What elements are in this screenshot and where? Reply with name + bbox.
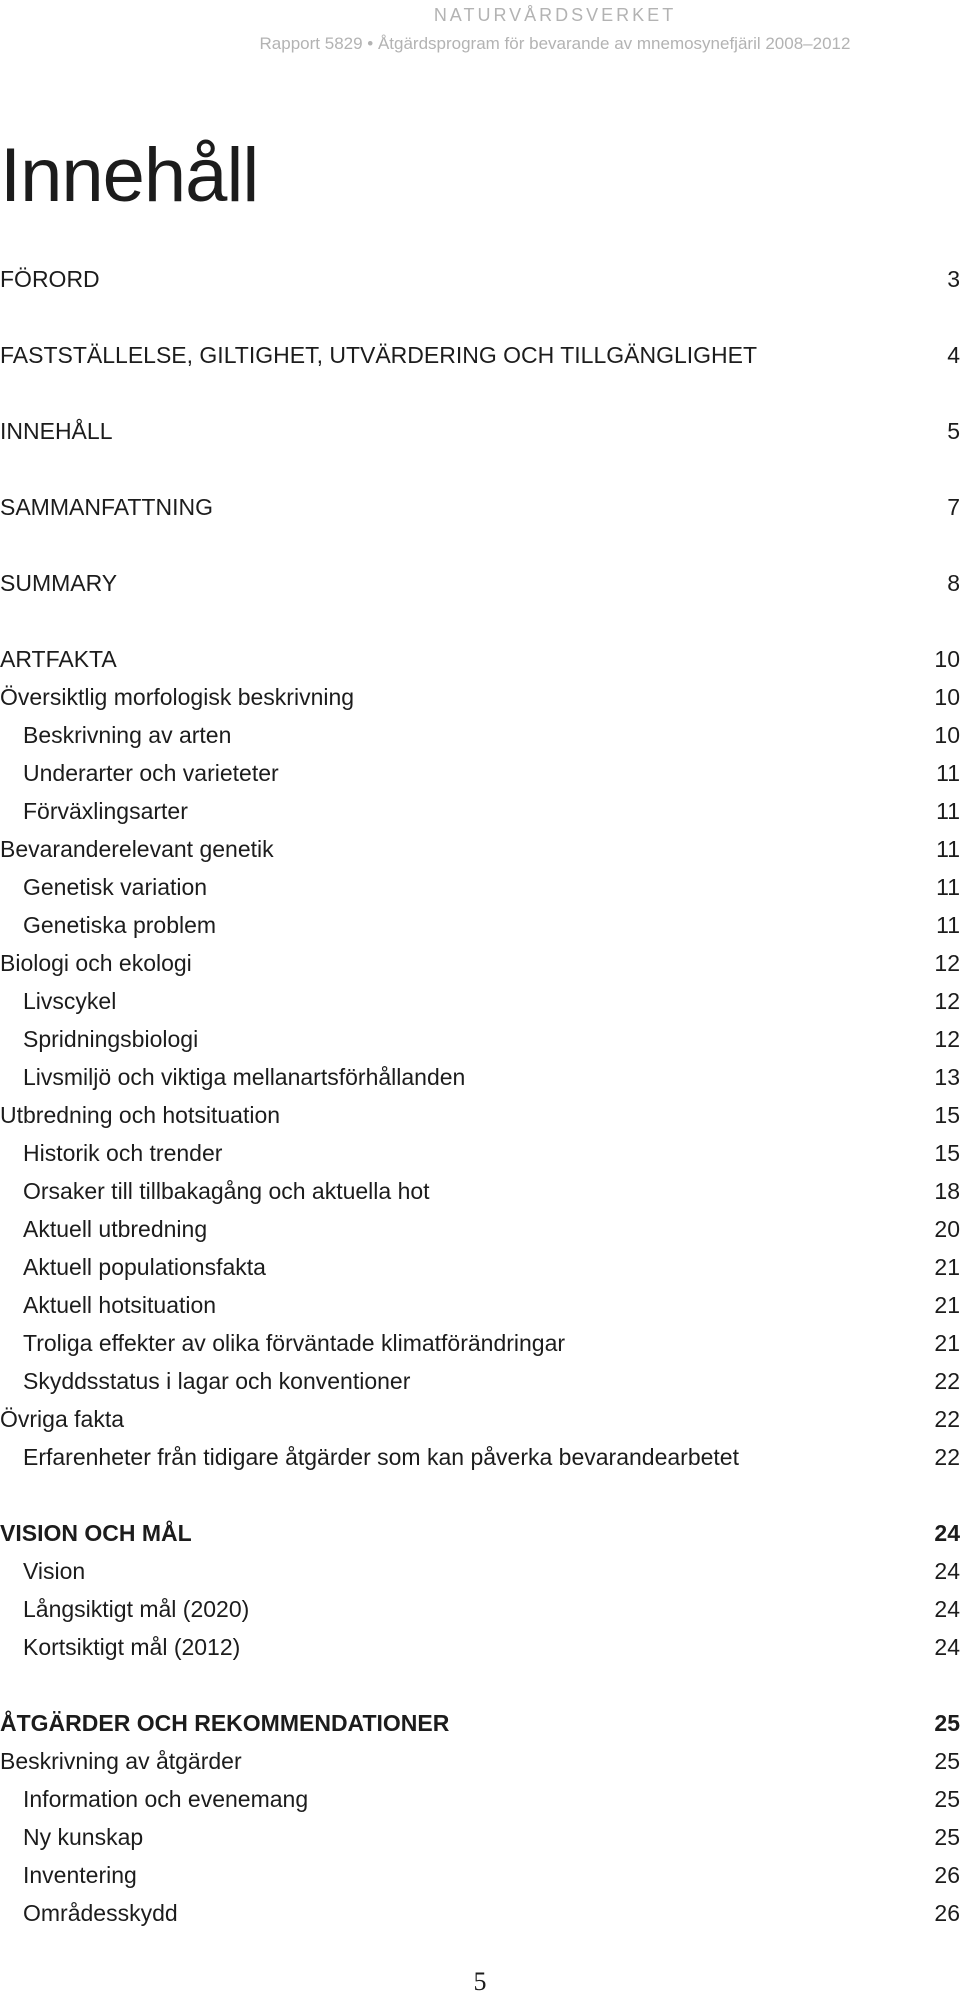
toc-entry-label: Aktuell hotsituation bbox=[23, 1292, 217, 1318]
toc-entry-label: FASTSTÄLLELSE, GILTIGHET, UTVÄRDERING OCH TILLGÄNGLIGHET bbox=[0, 342, 758, 368]
toc-entry-label: INNEHÅLL bbox=[0, 418, 113, 444]
toc-entry-page: 3 bbox=[947, 266, 960, 292]
toc-entry-label: Ny kunskap bbox=[23, 1824, 144, 1850]
toc-entry[interactable] bbox=[0, 1172, 960, 1210]
toc-entry[interactable] bbox=[0, 1818, 960, 1856]
toc-entry-label: FÖRORD bbox=[0, 266, 100, 292]
toc-entry-label: Översiktlig morfologisk beskrivning bbox=[0, 684, 355, 710]
toc-entry-label: Genetisk variation bbox=[23, 874, 208, 900]
toc-entry-label: Spridningsbiologi bbox=[23, 1026, 199, 1052]
toc-entry[interactable] bbox=[0, 336, 960, 374]
toc-entry-page: 11 bbox=[936, 874, 960, 900]
toc-entry[interactable] bbox=[0, 1780, 960, 1818]
toc-entry[interactable] bbox=[0, 1210, 960, 1248]
toc-entry-page: 11 bbox=[936, 760, 960, 786]
toc-entry-page: 12 bbox=[934, 988, 960, 1014]
toc-entry[interactable] bbox=[0, 1058, 960, 1096]
toc-entry[interactable] bbox=[0, 1894, 960, 1932]
toc-entry[interactable] bbox=[0, 754, 960, 792]
toc-entry-page: 21 bbox=[934, 1330, 960, 1356]
toc-entry-page: 24 bbox=[934, 1558, 960, 1584]
toc-entry[interactable] bbox=[0, 1400, 960, 1438]
toc-entry-page: 25 bbox=[934, 1824, 960, 1850]
toc-entry[interactable] bbox=[0, 260, 960, 298]
toc-entry[interactable] bbox=[0, 488, 960, 526]
toc-entry[interactable] bbox=[0, 1856, 960, 1894]
toc-entry[interactable] bbox=[0, 868, 960, 906]
toc-entry-label: Erfarenheter från tidigare åtgärder som kan påverka bevarandearbetet bbox=[23, 1444, 739, 1470]
toc-entry-page: 25 bbox=[934, 1786, 960, 1812]
page-title: Innehåll bbox=[0, 133, 259, 218]
toc-entry-label: Övriga fakta bbox=[0, 1406, 124, 1432]
toc-entry[interactable] bbox=[0, 944, 960, 982]
toc-entry-page: 21 bbox=[934, 1254, 960, 1280]
toc-entry-page: 13 bbox=[934, 1064, 960, 1090]
toc-entry-label: Livscykel bbox=[23, 988, 117, 1014]
toc-entry[interactable] bbox=[0, 792, 960, 830]
toc-entry-label: ÅTGÄRDER OCH REKOMMENDATIONER bbox=[0, 1710, 450, 1736]
toc-entry[interactable] bbox=[0, 1514, 960, 1552]
toc-entry-label: Förväxlingsarter bbox=[23, 798, 188, 824]
toc-entry[interactable] bbox=[0, 982, 960, 1020]
toc-entry[interactable] bbox=[0, 564, 960, 602]
toc-entry-page: 24 bbox=[934, 1520, 960, 1546]
toc-entry-page: 20 bbox=[934, 1216, 960, 1242]
toc-entry-page: 22 bbox=[934, 1406, 960, 1432]
toc-entry-page: 10 bbox=[934, 646, 960, 672]
toc-entry-label: SAMMANFATTNING bbox=[0, 494, 213, 520]
toc-entry[interactable] bbox=[0, 678, 960, 716]
toc-entry[interactable] bbox=[0, 1020, 960, 1058]
toc-entry[interactable] bbox=[0, 1438, 960, 1476]
toc-entry-page: 26 bbox=[934, 1862, 960, 1888]
page-number: 5 bbox=[473, 1967, 487, 1996]
toc-entry-label: Inventering bbox=[23, 1862, 137, 1888]
toc-entry-page: 8 bbox=[947, 570, 960, 596]
report-subtitle: Rapport 5829 • Åtgärdsprogram för bevarande av mnemosynefjäril 2008–2012 bbox=[259, 34, 851, 53]
toc-entry[interactable] bbox=[0, 906, 960, 944]
toc-entry-page: 25 bbox=[934, 1710, 960, 1736]
toc-entry[interactable] bbox=[0, 640, 960, 678]
toc-entry[interactable] bbox=[0, 1248, 960, 1286]
toc-entry-page: 18 bbox=[934, 1178, 960, 1204]
toc-entry[interactable] bbox=[0, 830, 960, 868]
toc-entry-page: 10 bbox=[934, 684, 960, 710]
toc-entry-label: Aktuell populationsfakta bbox=[23, 1254, 266, 1280]
toc-entry[interactable] bbox=[0, 412, 960, 450]
toc-entry-page: 11 bbox=[936, 836, 960, 862]
toc-entry-page: 7 bbox=[947, 494, 960, 520]
toc-entry-label: Livsmiljö och viktiga mellanartsförhållanden bbox=[23, 1064, 466, 1090]
toc-entry-label: Skyddsstatus i lagar och konventioner bbox=[23, 1368, 411, 1394]
toc-entry-label: ARTFAKTA bbox=[0, 646, 117, 672]
toc-entry-label: VISION OCH MÅL bbox=[0, 1520, 192, 1546]
table-of-contents bbox=[0, 260, 960, 1932]
toc-entry-label: Långsiktigt mål (2020) bbox=[23, 1596, 250, 1622]
toc-entry-page: 12 bbox=[934, 950, 960, 976]
toc-entry-page: 15 bbox=[934, 1140, 960, 1166]
toc-entry[interactable] bbox=[0, 1552, 960, 1590]
toc-entry-label: Aktuell utbredning bbox=[23, 1216, 208, 1242]
toc-entry[interactable] bbox=[0, 1324, 960, 1362]
toc-entry-label: Områdesskydd bbox=[23, 1900, 178, 1926]
toc-entry-page: 10 bbox=[934, 722, 960, 748]
toc-entry-label: Underarter och varieteter bbox=[23, 760, 279, 786]
toc-entry-label: Biologi och ekologi bbox=[0, 950, 192, 976]
toc-entry-label: Bevaranderelevant genetik bbox=[0, 836, 274, 862]
toc-entry-page: 22 bbox=[934, 1444, 960, 1470]
toc-entry[interactable] bbox=[0, 1704, 960, 1742]
toc-entry-page: 25 bbox=[934, 1748, 960, 1774]
toc-entry[interactable] bbox=[0, 1628, 960, 1666]
toc-entry-page: 4 bbox=[947, 342, 960, 368]
toc-entry-label: Beskrivning av åtgärder bbox=[0, 1748, 242, 1774]
toc-entry-label: Information och evenemang bbox=[23, 1786, 309, 1812]
toc-entry[interactable] bbox=[0, 1286, 960, 1324]
toc-entry-label: Orsaker till tillbakagång och aktuella hot bbox=[23, 1178, 430, 1204]
toc-entry[interactable] bbox=[0, 1590, 960, 1628]
toc-entry-page: 21 bbox=[934, 1292, 960, 1318]
toc-entry-label: Genetiska problem bbox=[23, 912, 217, 938]
toc-entry-page: 24 bbox=[934, 1596, 960, 1622]
toc-entry-label: Vision bbox=[23, 1558, 86, 1584]
toc-entry-label: SUMMARY bbox=[0, 570, 118, 596]
toc-entry-page: 5 bbox=[947, 418, 960, 444]
toc-entry[interactable] bbox=[0, 1096, 960, 1134]
toc-entry-label: Beskrivning av arten bbox=[23, 722, 232, 748]
toc-entry-page: 11 bbox=[936, 912, 960, 938]
running-header bbox=[205, 4, 905, 55]
toc-entry-page: 22 bbox=[934, 1368, 960, 1394]
toc-entry[interactable] bbox=[0, 1134, 960, 1172]
toc-entry-page: 12 bbox=[934, 1026, 960, 1052]
toc-entry-label: Troliga effekter av olika förväntade klimatförändringar bbox=[23, 1330, 566, 1356]
toc-entry-page: 15 bbox=[934, 1102, 960, 1128]
toc-entry[interactable] bbox=[0, 1742, 960, 1780]
toc-entry-page: 11 bbox=[936, 798, 960, 824]
toc-entry-label: Utbredning och hotsituation bbox=[0, 1102, 281, 1128]
publisher-name: NATURVÅRDSVERKET bbox=[433, 5, 677, 25]
toc-entry[interactable] bbox=[0, 716, 960, 754]
toc-entry-page: 26 bbox=[934, 1900, 960, 1926]
toc-entry-label: Kortsiktigt mål (2012) bbox=[23, 1634, 241, 1660]
toc-entry[interactable] bbox=[0, 1362, 960, 1400]
toc-entry-label: Historik och trender bbox=[23, 1140, 223, 1166]
toc-entry-page: 24 bbox=[934, 1634, 960, 1660]
